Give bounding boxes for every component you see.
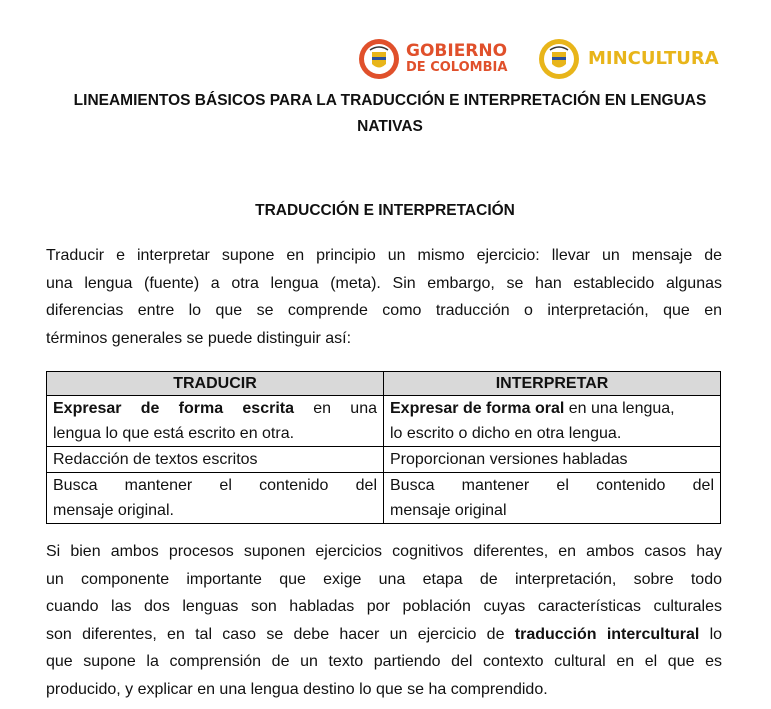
title-line: NATIVAS [357, 118, 423, 135]
gobierno-logo [358, 38, 507, 80]
title-line: LINEAMIENTOS BÁSICOS PARA LA TRADUCCIÓN E INTERPRETACIÓN EN LENGUAS [73, 92, 707, 109]
cell-text: en una lengua, [564, 400, 675, 417]
paragraph-line: términos generales se puede distinguir así: [46, 329, 352, 347]
table-cell [384, 396, 721, 447]
cell-text: en una [293, 400, 377, 417]
table-cell [47, 473, 384, 524]
colombia-seal-icon [538, 38, 580, 80]
cell-text: mensaje original [390, 502, 507, 519]
cell-text: lengua lo que está escrito en otra. [53, 425, 295, 442]
paragraph-line: un componente importante que exige una etapa de interpretación, sobre todo [46, 570, 722, 588]
table-row [47, 473, 721, 524]
paragraph-line: Traducir e interpretar supone en principio un mismo ejercicio: llevar un mensaje de [46, 247, 722, 264]
table-cell [47, 396, 384, 447]
table-header-row [47, 372, 721, 396]
table-cell: Redacción de textos escritos [47, 447, 384, 473]
paragraph-line: Si bien ambos procesos suponen ejercicios cognitivos diferentes, en ambos casos hay [46, 543, 722, 560]
cell-text: lo escrito o dicho en otra lengua. [390, 425, 622, 442]
document-title [40, 88, 740, 140]
paragraph-line: que supone la comprensión de un texto partiendo del contexto cultural en el que es [46, 653, 722, 670]
closing-paragraph [46, 538, 722, 703]
table-row [47, 447, 721, 473]
cell-text: Busca mantener el contenido del [390, 477, 714, 494]
bold-term: traducción intercultural [514, 625, 700, 643]
comparison-table [46, 371, 721, 524]
cell-bold-text: Expresar de forma escrita [53, 400, 294, 417]
mincultura-logo-text: MINCULTURA [588, 48, 719, 69]
table-row [47, 396, 721, 447]
table-cell [384, 473, 721, 524]
paragraph-line: diferencias entre lo que se comprende como traducción o interpretación, que en [46, 302, 722, 319]
paragraph-line: una lengua (fuente) a otra lengua (meta). Sin embargo, se han establecido algunas [46, 274, 722, 292]
paragraph-line: producido, y explicar en una lengua destino lo que se ha comprendido. [46, 680, 548, 698]
paragraph-line: cuando las dos lenguas son habladas por población cuyas características culturales [46, 598, 722, 615]
section-title: TRADUCCIÓN E INTERPRETACIÓN [255, 202, 515, 219]
cell-text: mensaje original. [53, 502, 174, 519]
intro-paragraph [46, 242, 722, 352]
cell-text: Busca mantener el contenido del [53, 477, 377, 494]
gobierno-logo-line2: DE COLOMBIA [406, 60, 508, 75]
table-cell: Proporcionan versiones habladas [384, 447, 721, 473]
gobierno-logo-line1: GOBIERNO [406, 41, 508, 61]
header-interpretar: INTERPRETAR [384, 372, 721, 396]
header-logos [358, 38, 728, 84]
paragraph-line: son diferentes, en tal caso se debe hacer un ejercicio de traducción intercultural lo [46, 625, 723, 643]
colombia-seal-icon [358, 38, 400, 80]
header-traducir: TRADUCIR [47, 372, 384, 396]
mincultura-logo [538, 38, 719, 80]
cell-bold-text: Expresar de forma oral [390, 400, 565, 417]
